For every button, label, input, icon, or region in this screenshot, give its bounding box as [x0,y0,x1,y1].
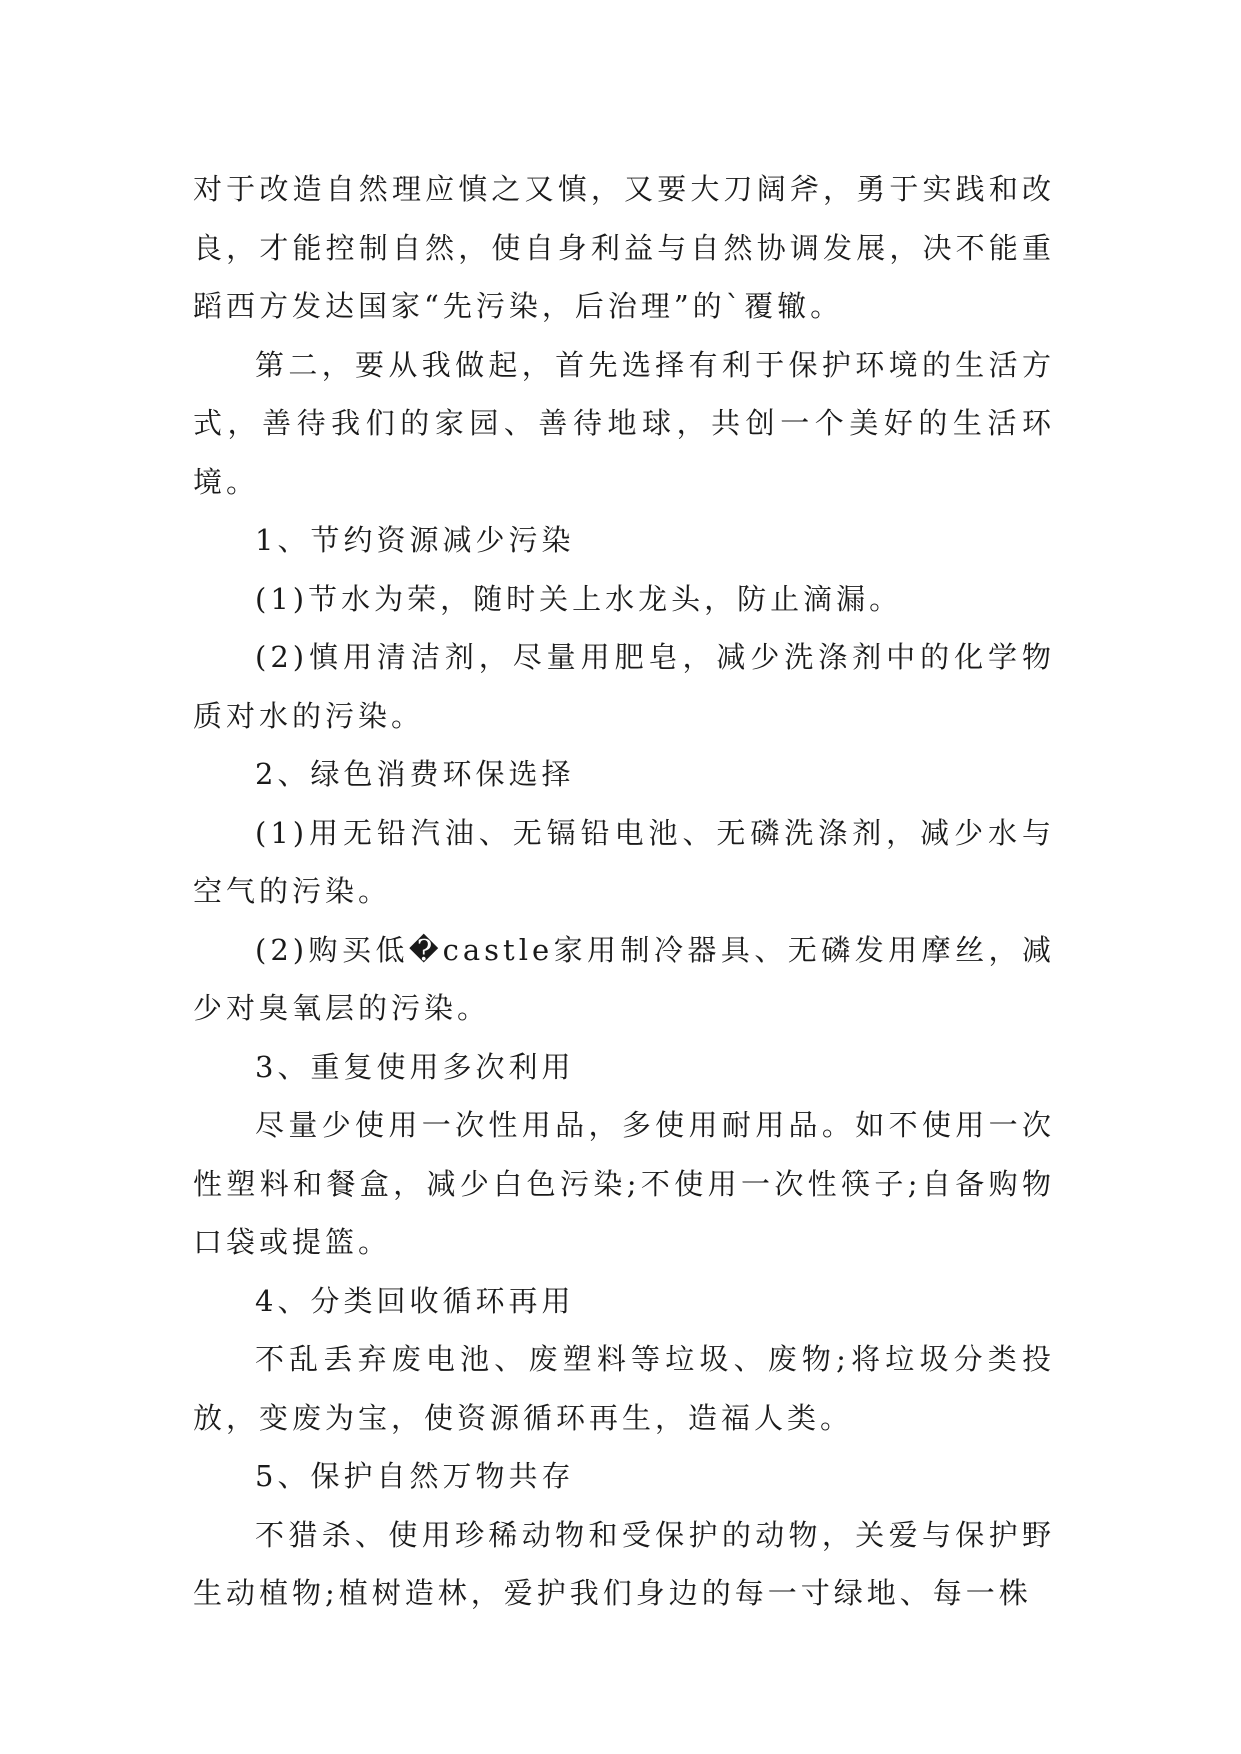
paragraph-1: 对于改造自然理应慎之又慎，又要大刀阔斧，勇于实践和改良，才能控制自然，使自身利益与自然协调发展，决不能重蹈西方发达国家“先污染，后治理”的`覆辙。 [193,172,1055,323]
list-item: (1)用无铅汽油、无镉铅电池、无磷洗涤剂，减少水与空气的污染。 [193,815,1055,908]
section-heading-1: 1、节约资源减少污染 [255,523,575,557]
section-heading-5: 5、保护自然万物共存 [255,1459,575,1493]
section-heading-4: 4、分类回收循环再用 [255,1283,575,1318]
paragraph-5: 不猎杀、使用珍稀动物和受保护的动物，关爱与保护野生动植物;植树造林，爱护我们身边的每一寸绿地、每一株 [193,1517,1055,1610]
paragraph-2: 第二，要从我做起，首先选择有利于保护环境的生活方式，善待我们的家园、善待地球，共创一个美好的生活环境。 [193,347,1055,499]
paragraph-4: 不乱丢弃废电池、废塑料等垃圾、废物;将垃圾分类投放，变废为宝，使资源循环再生，造福人类。 [193,1342,1055,1435]
paragraph-3: 尽量少使用一次性用品，多使用耐用品。如不使用一次性塑料和餐盒，减少白色污染;不使用一次性筷子;自备购物口袋或提篮。 [193,1108,1055,1259]
list-item: (2)购买低�castle家用制冷器具、无磷发用摩丝，减少对臭氧层的污染。 [193,932,1055,1025]
document-body [193,160,1055,1623]
section-heading-3: 3、重复使用多次利用 [255,1049,575,1084]
list-item: (2)慎用清洁剂，尽量用肥皂，减少洗涤剂中的化学物质对水的污染。 [193,640,1055,733]
list-item: (1)节水为荣，随时关上水龙头，防止滴漏。 [255,581,903,616]
section-heading-2: 2、绿色消费环保选择 [255,757,575,791]
